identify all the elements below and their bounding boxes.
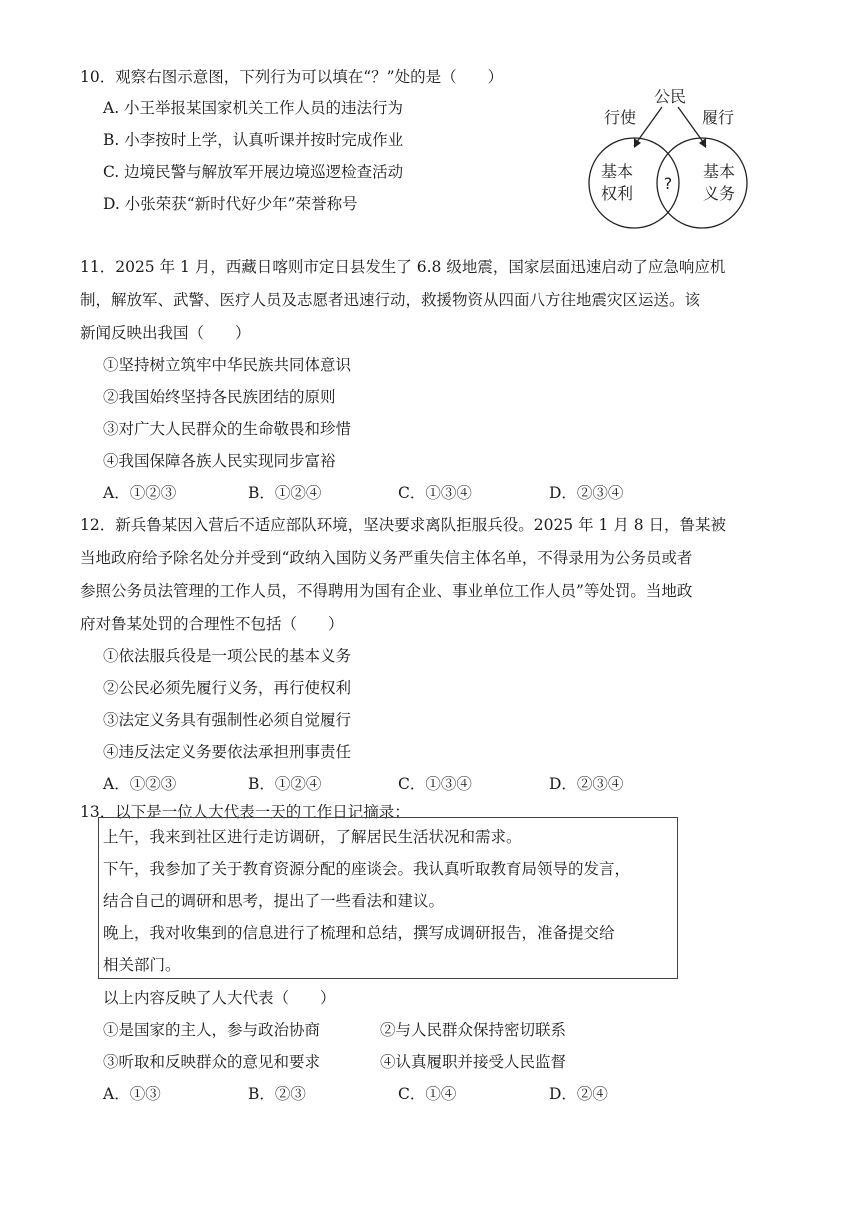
q11-choice-c: C．①③④ (398, 484, 472, 502)
q13-choice-b: B．②③ (248, 1085, 306, 1103)
diagram-exercise-label: 行使 (603, 108, 637, 127)
q10-option-a: A. 小王举报某国家机关工作人员的违法行为 (103, 99, 404, 117)
q12-item-2: ②公民必须先履行义务，再行使权利 (103, 679, 352, 697)
q10-option-d: D. 小张荣获“新时代好少年”荣誉称号 (103, 195, 358, 213)
rights-duties-venn-diagram (572, 80, 772, 230)
q12-item-4: ④违反法定义务要依法承担刑事责任 (103, 743, 352, 761)
q12-stem-line-2: 当地政府给予除名处分并受到“政纳入国防义务严重失信主体名单，不得录用为公务员或者 (80, 549, 693, 567)
diary-line-3: 结合自己的调研和思考，提出了一些看法和建议。 (103, 892, 445, 910)
q12-choice-a: A．①②③ (103, 775, 177, 793)
left-arrow-head (634, 138, 641, 148)
q13-question: 以上内容反映了人大代表（ ） (103, 989, 336, 1007)
duties-label-1: 基本 (702, 162, 736, 181)
q12-item-1: ①依法服兵役是一项公民的基本义务 (103, 647, 352, 665)
q13-item-3: ③听取和反映群众的意见和要求 (103, 1053, 321, 1071)
q13-item-2: ②与人民群众保持密切联系 (380, 1021, 567, 1039)
q11-stem-line-3: 新闻反映出我国（ ） (80, 324, 251, 342)
intersection-question-mark: ? (663, 174, 673, 193)
diary-line-4: 晚上，我对收集到的信息进行了梳理和总结，撰写成调研报告，准备提交给 (103, 924, 615, 942)
diary-line-1: 上午，我来到社区进行走访调研，了解居民生活状况和需求。 (103, 828, 522, 846)
q12-stem-line-4: 府对鲁某处罚的合理性不包括（ ） (80, 615, 344, 633)
q13-choice-a: A．①③ (103, 1085, 161, 1103)
q11-item-2: ②我国始终坚持各民族团结的原则 (103, 388, 336, 406)
q11-item-1: ①坚持树立筑牢中华民族共同体意识 (103, 356, 352, 374)
diary-line-2: 下午，我参加了关于教育资源分配的座谈会。我认真听取教育局领导的发言， (103, 860, 631, 878)
q13-item-1: ①是国家的主人，参与政治协商 (103, 1021, 321, 1039)
rights-label-1: 基本 (600, 162, 634, 181)
q12-choice-b: B．①②④ (248, 775, 322, 793)
q11-choice-d: D．②③④ (549, 484, 624, 502)
right-arrow-head (699, 138, 706, 148)
q13-stem: 13．以下是一位人大代表一天的工作日记摘录： (80, 803, 410, 821)
rights-label-2: 权利 (600, 184, 634, 203)
q10-stem: 10．观察右图示意图，下列行为可以填在“？”处的是（ ） (80, 68, 504, 86)
q12-stem-line-1: 12．新兵鲁某因入营后不适应部队环境，坚决要求离队拒服兵役。2025 年 1 月 8 日，鲁某被 (80, 516, 727, 534)
q12-choice-c: C．①③④ (398, 775, 472, 793)
q11-choice-b: B．①②④ (248, 484, 322, 502)
q12-item-3: ③法定义务具有强制性必须自觉履行 (103, 711, 352, 729)
duties-label-2: 义务 (702, 184, 736, 203)
q11-choice-a: A．①②③ (103, 484, 177, 502)
q12-choice-d: D．②③④ (549, 775, 624, 793)
q12-stem-line-3: 参照公务员法管理的工作人员，不得聘用为国有企业、事业单位工作人员”等处罚。当地政 (80, 582, 693, 600)
q13-choice-d: D．②④ (549, 1085, 608, 1103)
q11-stem-line-1: 11．2025 年 1 月，西藏日喀则市定日县发生了 6.8 级地震，国家层面迅速启动了应急响应机 (80, 258, 726, 276)
diagram-fulfill-label: 履行 (701, 108, 735, 127)
q10-option-b: B. 小李按时上学，认真听课并按时完成作业 (103, 131, 404, 149)
q11-item-3: ③对广大人民群众的生命敬畏和珍惜 (103, 420, 352, 438)
q10-option-c: C. 边境民警与解放军开展边境巡逻检查活动 (103, 163, 404, 181)
q13-item-4: ④认真履职并接受人民监督 (380, 1053, 567, 1071)
diary-line-5: 相关部门。 (103, 956, 181, 974)
q11-item-4: ④我国保障各族人民实现同步富裕 (103, 452, 336, 470)
q11-stem-line-2: 制，解放军、武警、医疗人员及志愿者迅速行动，救援物资从四面八方往地震灾区运送。该 (80, 291, 701, 309)
q13-choice-c: C．①④ (398, 1085, 457, 1103)
diagram-citizen-label: 公民 (653, 87, 687, 106)
